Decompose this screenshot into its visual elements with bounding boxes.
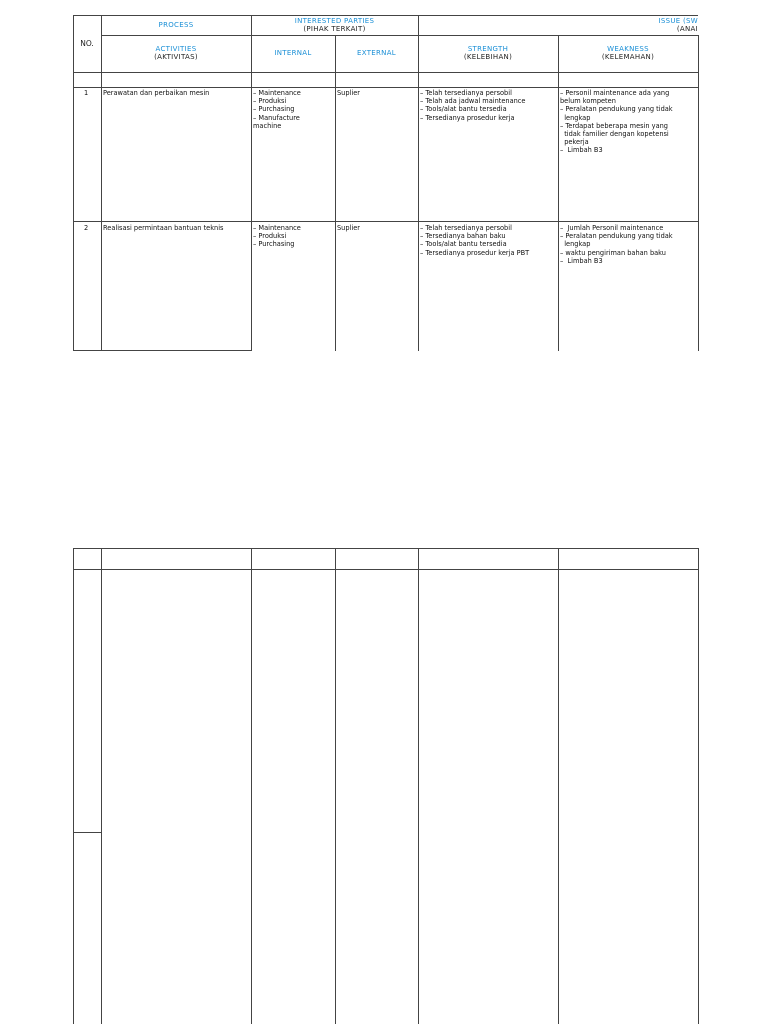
row-internal: – Maintenance – Produksi – Purchasing xyxy=(253,224,301,249)
header-divider xyxy=(101,35,698,36)
row-number: 2 xyxy=(84,224,89,232)
empty-col-line-activity xyxy=(251,548,252,1024)
header-strength-label: STRENGTH xyxy=(467,45,509,53)
header-strength xyxy=(418,45,558,61)
header-issue-sub: (ANAI xyxy=(676,25,698,33)
header-strength-sub: (KELEBIHAN) xyxy=(463,53,513,61)
header-process xyxy=(101,21,251,29)
empty-col-line-left xyxy=(73,548,74,1024)
empty-table-header-border xyxy=(73,569,698,570)
table-bottom-border xyxy=(73,350,251,351)
empty-col-line-strength xyxy=(558,548,559,1024)
header-weakness-sub: (KELEMAHAN) xyxy=(601,53,655,61)
header-activities-label: ACTIVITIES xyxy=(155,45,197,53)
header-issue-label: ISSUE (SW xyxy=(658,17,698,25)
empty-col-line-no xyxy=(101,548,102,1024)
header-process-label: PROCESS xyxy=(158,21,194,29)
col-line-weakness xyxy=(698,35,699,351)
header-weakness-label: WEAKNESS xyxy=(607,45,649,53)
row-weakness: – Jumlah Personil maintenance – Peralatan pendukung yang tidak lengkap – waktu pengiriman bahan baku – Limbah B3 xyxy=(560,224,673,265)
row-activity: Realisasi permintaan bantuan teknis xyxy=(103,224,224,232)
row-weakness: – Personil maintenance ada yang belum kompeten – Peralatan pendukung yang tidak lengkap – Terdapat beberapa mesin yang tidak familier dengan kopetensi pekerja – Limbah B3 xyxy=(560,89,673,155)
header-interested-parties xyxy=(251,17,418,33)
header-external: EXTERNAL xyxy=(357,49,396,57)
empty-col-line-internal xyxy=(335,548,336,1024)
col-line-external xyxy=(418,15,419,351)
col-line-activity xyxy=(251,15,252,351)
header-weakness xyxy=(558,45,698,61)
empty-col-line-external xyxy=(418,548,419,1024)
empty-col-line-weakness xyxy=(698,548,699,1024)
empty-table-inner-border xyxy=(73,832,101,833)
empty-table-top-border xyxy=(73,548,698,549)
header-bottom-border xyxy=(73,72,698,73)
col-line-strength xyxy=(558,35,559,351)
row-external: Suplier xyxy=(337,89,360,97)
col-line-left xyxy=(73,15,74,351)
col-line-internal xyxy=(335,35,336,351)
row-strength: – Telah tersedianya persobil – Telah ada jadwal maintenance – Tools/alat bantu tersedia – Tersedianya prosedur kerja xyxy=(420,89,526,122)
row-internal: – Maintenance – Produksi – Purchasing – Manufacture machine xyxy=(253,89,301,130)
header-activities-sub: (AKTIVITAS) xyxy=(154,53,198,61)
header-interested-parties-sub: (PIHAK TERKAIT) xyxy=(303,25,366,33)
row-activity: Perawatan dan perbaikan mesin xyxy=(103,89,210,97)
header-internal: INTERNAL xyxy=(274,49,312,57)
header-interested-parties-label: INTERESTED PARTIES xyxy=(294,17,375,25)
header-activities xyxy=(101,45,251,61)
row-divider xyxy=(73,221,698,222)
header-issue xyxy=(418,17,698,33)
row-strength: – Telah tersedianya persobil – Tersedianya bahan baku – Tools/alat bantu tersedia – Tersedianya prosedur kerja PBT xyxy=(420,224,530,257)
row-external: Suplier xyxy=(337,224,360,232)
header-no: NO. xyxy=(80,39,94,48)
spacer-row-border xyxy=(73,87,698,88)
row-number: 1 xyxy=(84,89,89,97)
table-top-border xyxy=(73,15,698,16)
col-line-no xyxy=(101,15,102,351)
